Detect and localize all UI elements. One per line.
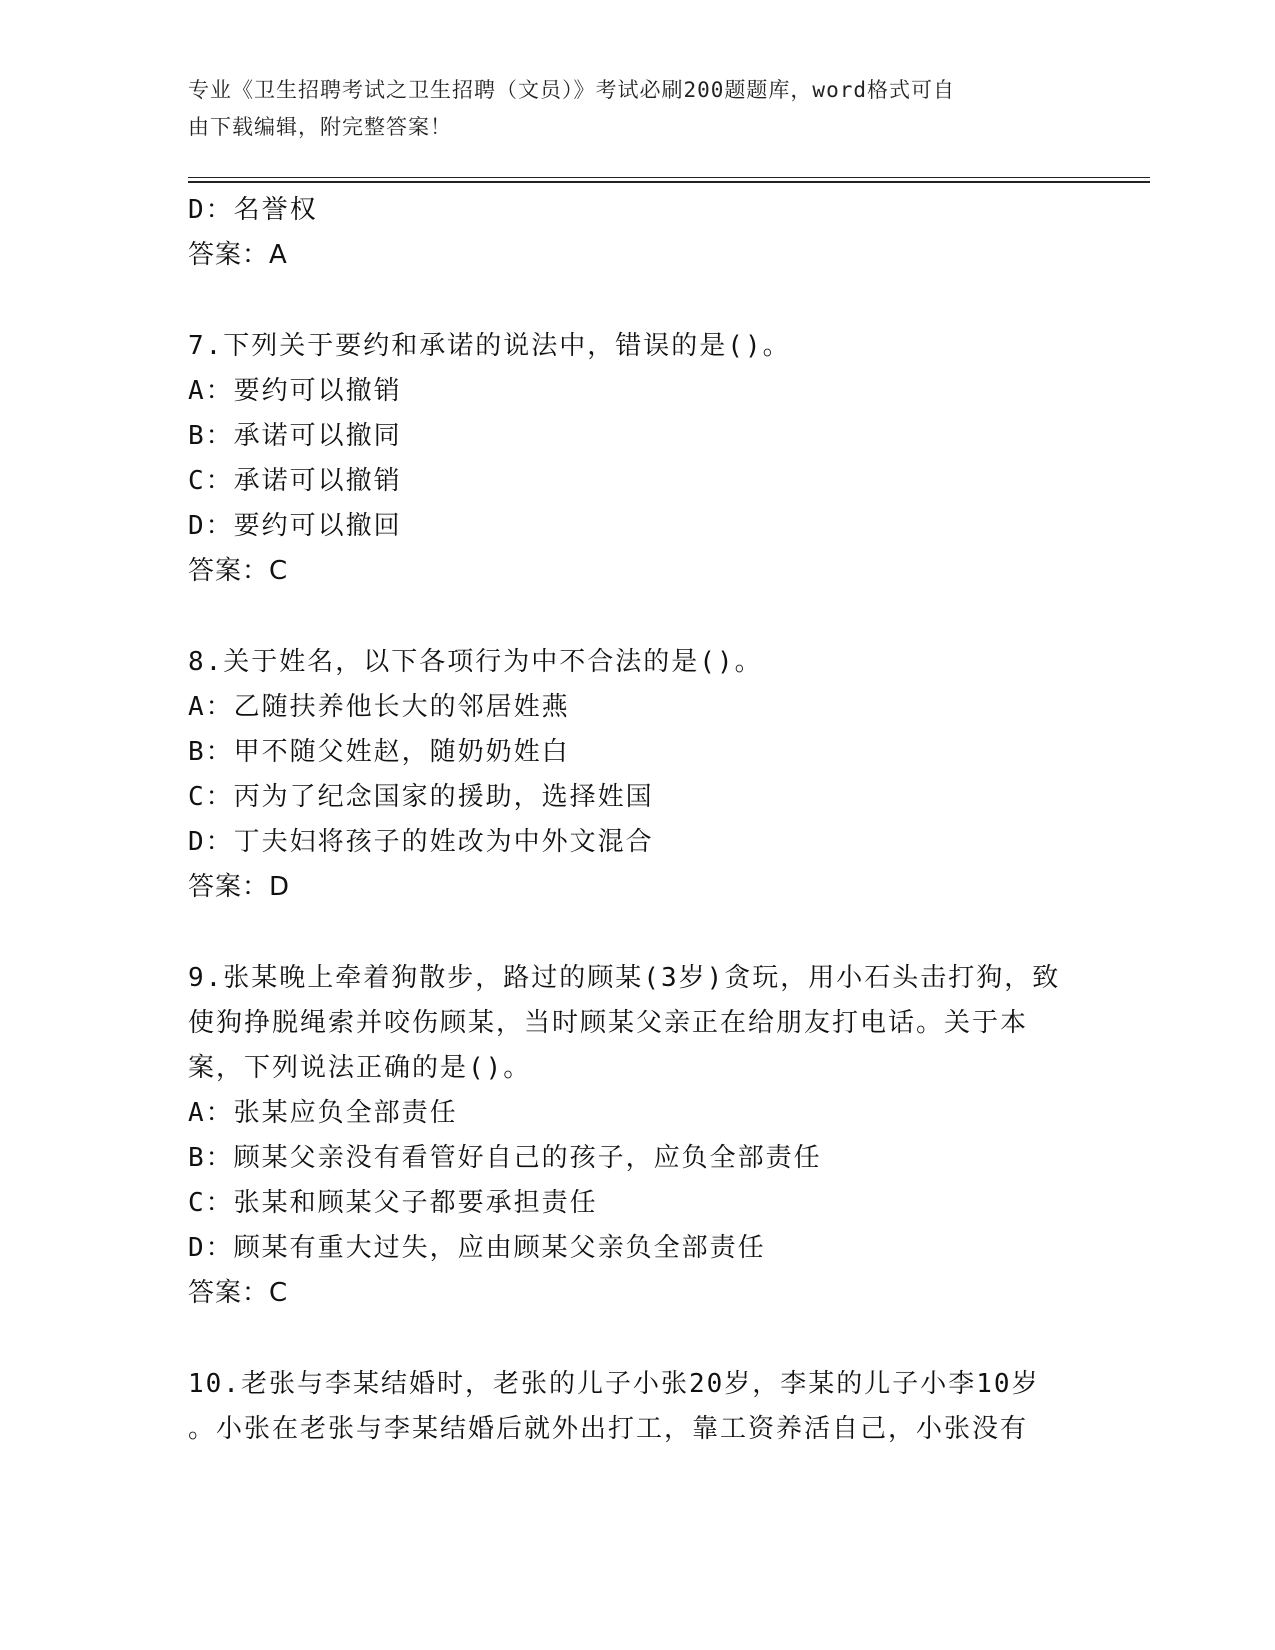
header-line-1: 专业《卫生招聘考试之卫生招聘（文员）》考试必刷200题题库，word格式可自 <box>188 78 955 102</box>
spacer <box>188 594 1088 640</box>
option-b: B：顾某父亲没有看管好自己的孩子，应负全部责任 <box>188 1143 822 1173</box>
option-d: D：丁夫妇将孩子的姓改为中外文混合 <box>188 827 654 857</box>
answer-line: 答案：A <box>188 240 288 270</box>
question-9 <box>188 956 1088 1316</box>
option-c: C：丙为了纪念国家的援助，选择姓国 <box>188 782 654 812</box>
question-8 <box>188 640 1088 910</box>
spacer <box>188 278 1088 324</box>
spacer <box>188 910 1088 956</box>
answer-line: 答案：C <box>188 556 289 586</box>
question-stem-line-2: 使狗挣脱绳索并咬伤顾某，当时顾某父亲正在给朋友打电话。关于本 <box>188 1008 1029 1038</box>
header-line-2: 由下载编辑，附完整答案！ <box>188 115 452 139</box>
question-stem-line-3: 案，下列说法正确的是()。 <box>188 1053 532 1083</box>
spacer <box>188 1316 1088 1362</box>
answer-line: 答案：C <box>188 1278 289 1308</box>
option-a: A：要约可以撤销 <box>188 376 402 406</box>
option-a: A：乙随扶养他长大的邻居姓燕 <box>188 692 570 722</box>
header-divider-thick <box>188 181 1150 183</box>
question-10 <box>188 1362 1088 1452</box>
option-a: A：张某应负全部责任 <box>188 1098 458 1128</box>
document-header <box>188 72 1088 146</box>
answer-line: 答案：D <box>188 872 291 902</box>
question-stem: 8.关于姓名，以下各项行为中不合法的是()。 <box>188 647 763 677</box>
option-d: D：顾某有重大过失，应由顾某父亲负全部责任 <box>188 1233 766 1263</box>
question-7 <box>188 324 1088 594</box>
option-d: D：要约可以撤回 <box>188 511 402 541</box>
header-divider-thin <box>188 177 1150 178</box>
question-6-tail <box>188 188 1088 278</box>
option-b: B：甲不随父姓赵，随奶奶姓白 <box>188 737 570 767</box>
option-b: B：承诺可以撤同 <box>188 421 402 451</box>
question-stem: 7.下列关于要约和承诺的说法中，错误的是()。 <box>188 331 791 361</box>
question-stem-line-2: 。小张在老张与李某结婚后就外出打工，靠工资养活自己，小张没有 <box>188 1414 1029 1444</box>
question-stem-line-1: 9.张某晚上牵着狗散步，路过的顾某(3岁)贪玩，用小石头击打狗，致 <box>188 963 1061 993</box>
option-c: C：张某和顾某父子都要承担责任 <box>188 1188 598 1218</box>
question-stem-line-1: 10.老张与李某结婚时，老张的儿子小张20岁，李某的儿子小李10岁 <box>188 1369 1040 1399</box>
question-list <box>188 188 1088 1452</box>
option-d: D：名誉权 <box>188 195 318 225</box>
option-c: C：承诺可以撤销 <box>188 466 402 496</box>
